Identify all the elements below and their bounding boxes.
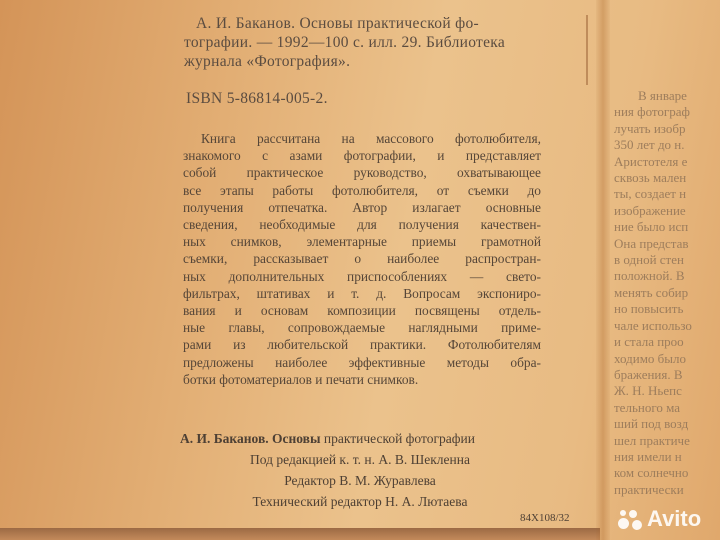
right-page-line: Аристотеля е: [614, 153, 688, 169]
abstract-line: предложены наиболее эффективные методы обра-: [183, 354, 541, 370]
right-page: [614, 88, 720, 498]
book-gutter: [596, 0, 610, 540]
header-line: тографии. — 1992—100 с. илл. 29. Библиотека: [184, 34, 506, 51]
right-page-line: ния имели н: [614, 448, 682, 464]
right-page-line: положной. В: [614, 268, 685, 284]
right-page-line: чале использо: [614, 317, 692, 333]
right-page-line: Она представ: [614, 235, 689, 251]
abstract-line: ных дополнительных приспособлениях — свето-: [183, 268, 541, 284]
bibliographic-header: [184, 14, 564, 71]
right-page-line: менять собир: [614, 284, 689, 300]
right-page-line: 350 лет до н.: [614, 137, 685, 153]
abstract-line: вания и основам композиции посвящены отдель-: [183, 303, 541, 319]
page-edge: [0, 528, 600, 540]
credits: [180, 428, 540, 512]
right-page-line: сквозь мален: [614, 170, 687, 186]
right-page-line: ший под возд: [614, 416, 689, 432]
abstract-line: получения отпечатка. Автор излагает основные: [183, 199, 541, 215]
header-line: А. И. Баканов. Основы практической фо-: [196, 15, 479, 32]
credit-editor: Редактор В. М. Журавлева: [284, 473, 436, 488]
right-page-line: шел практиче: [614, 432, 690, 448]
credit-author: А. И. Баканов. Основы: [180, 431, 321, 446]
abstract-line: фильтрах, штативах и т. д. Вопросам экспониро-: [183, 285, 541, 301]
right-page-line: ние было исп: [614, 219, 689, 235]
right-page-line: ты, создает н: [614, 186, 687, 202]
right-page-line: и стала проо: [614, 334, 684, 350]
avito-logo-icon: [618, 508, 644, 530]
right-page-line: Ж. Н. Ньепс: [614, 383, 682, 399]
abstract-line: знакомого с азами фотографии, и представляет: [183, 148, 541, 164]
abstract-line: ных снимков, элементарные приемы грамотной: [183, 234, 541, 250]
right-page-line: тельного ма: [614, 399, 680, 415]
format-note: 84Х108/32: [520, 512, 570, 524]
credit-title: [180, 428, 540, 449]
avito-watermark: [618, 504, 701, 534]
right-page-line: ходимо было: [614, 350, 687, 366]
abstract-line: Книга рассчитана на массового фотолюбителя,: [201, 131, 541, 146]
credit-title-rest: практической фотографии: [323, 431, 475, 446]
abstract-line: ботки фотоматериалов и печати снимков.: [183, 371, 419, 387]
abstract-line: сведения, необходимые для получения качествен-: [183, 217, 541, 233]
right-page-line: но повысить: [614, 301, 684, 317]
right-page-line: В январе: [638, 88, 687, 103]
abstract-line: съемки, рассказывает о наиболее распростран-: [183, 251, 541, 267]
abstract-line: собой практическое руководство, охватывающее: [183, 165, 541, 181]
right-page-line: в одной стен: [614, 252, 684, 268]
right-page-line: бражения. В: [614, 366, 683, 382]
credit-editor-line: Под редакцией к. т. н. А. В. Шекленна: [250, 452, 470, 467]
credit-tech-editor: Технический редактор Н. А. Лютаева: [252, 494, 468, 509]
abstract-line: рами из любительской практики. Фотолюбителям: [183, 337, 541, 353]
abstract-line: ные главы, сопровождаемые наглядными приме-: [183, 320, 541, 336]
header-line: журнала «Фотография».: [184, 53, 351, 70]
right-page-line: лучать изобр: [614, 120, 686, 136]
abstract: [183, 130, 541, 388]
isbn: ISBN 5-86814-005-2.: [186, 90, 328, 107]
right-page-line: ком солнечно: [614, 465, 689, 481]
avito-text: Avito: [647, 506, 702, 531]
right-page-line: практически: [614, 481, 684, 497]
right-page-line: изображение: [614, 202, 686, 218]
right-page-line: ния фотограф: [614, 104, 690, 120]
abstract-line: все этапы работы фотолюбителя, от съемки до: [183, 182, 541, 198]
gutter-line: [586, 15, 588, 85]
